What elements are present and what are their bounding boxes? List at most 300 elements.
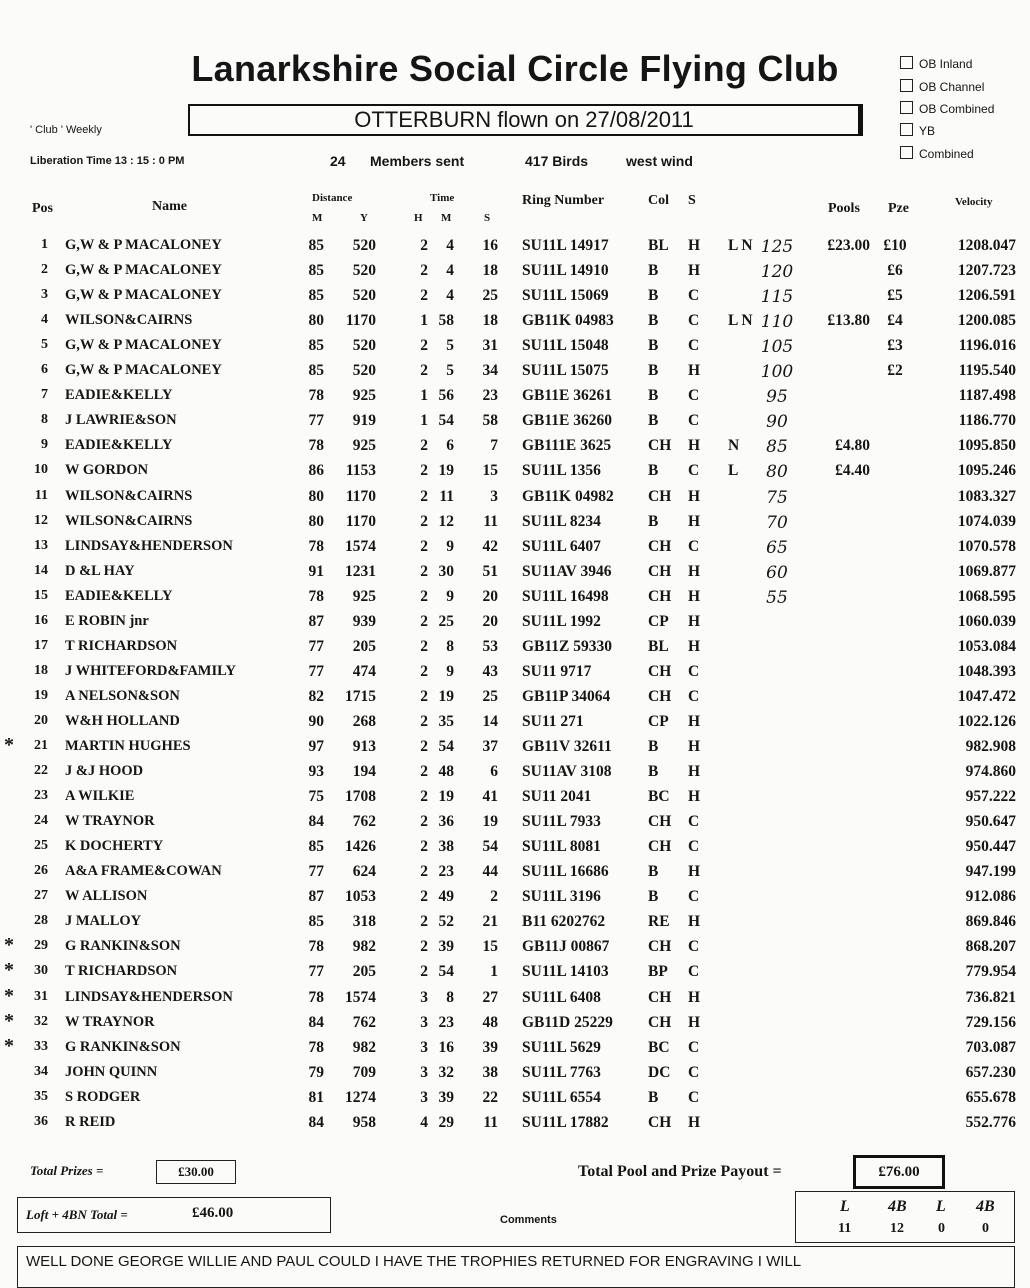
row-time-minutes: 19 (438, 687, 454, 705)
row-time-seconds: 15 (482, 462, 498, 480)
row-ring-number: SU11L 6554 (522, 1088, 601, 1106)
row-distance-yards: 925 (352, 387, 376, 405)
row-time-minutes: 5 (446, 362, 454, 380)
row-distance-miles: 85 (308, 838, 324, 856)
table-row (0, 663, 1030, 687)
row-colour: CH (648, 813, 672, 831)
row-time-seconds: 21 (482, 913, 498, 931)
row-time-minutes: 23 (438, 1013, 454, 1031)
row-velocity: 1060.039 (957, 612, 1016, 630)
row-distance-yards: 919 (352, 412, 376, 430)
row-velocity: 1186.770 (958, 412, 1016, 430)
row-distance-yards: 925 (352, 587, 376, 605)
row-ring-number: GB111E 3625 (522, 437, 612, 455)
row-time-hours: 3 (420, 1038, 428, 1056)
row-time-hours: 3 (420, 988, 428, 1006)
row-position: 8 (41, 412, 48, 428)
row-name: JOHN QUINN (65, 1063, 158, 1080)
total-prizes-label: Total Prizes = (30, 1163, 104, 1178)
row-sex: H (688, 712, 701, 730)
row-time-minutes: 8 (446, 637, 454, 655)
row-name: W&H HOLLAND (65, 712, 180, 729)
row-distance-miles: 87 (308, 612, 324, 630)
row-sex: H (688, 262, 701, 280)
row-position: 13 (34, 537, 48, 553)
summary-header-l2: L (936, 1198, 946, 1215)
row-name: D &L HAY (65, 562, 135, 579)
race-title: OTTERBURN flown on 27/08/2011 (354, 107, 694, 132)
row-sex: C (688, 662, 700, 680)
row-distance-miles: 84 (308, 1013, 324, 1031)
row-position: 22 (34, 763, 48, 779)
row-velocity: 957.222 (965, 788, 1016, 806)
row-name: LINDSAY&HENDERSON (65, 988, 233, 1005)
row-time-hours: 2 (420, 337, 428, 355)
row-time-minutes: 54 (438, 412, 454, 430)
row-time-minutes: 49 (438, 888, 454, 906)
row-distance-miles: 85 (308, 337, 324, 355)
row-time-hours: 2 (420, 712, 428, 730)
row-time-seconds: 37 (482, 738, 498, 755)
summary-box (795, 1191, 1015, 1243)
table-row (0, 588, 1030, 612)
row-colour: BP (648, 963, 668, 981)
row-colour: B (648, 412, 659, 430)
row-prize: £10 (883, 237, 907, 254)
row-time-hours: 1 (420, 412, 428, 430)
comment-box (17, 1246, 1015, 1288)
row-time-hours: 4 (420, 1113, 428, 1131)
row-sex: C (688, 938, 700, 956)
row-ring-number: SU11AV 3108 (522, 763, 612, 781)
row-time-hours: 2 (420, 662, 428, 680)
row-distance-yards: 520 (352, 337, 376, 355)
row-distance-yards: 982 (352, 938, 376, 956)
row-distance-miles: 82 (308, 687, 324, 705)
row-velocity: 1187.498 (958, 387, 1016, 405)
row-distance-miles: 78 (308, 1038, 324, 1056)
row-colour: BC (648, 1038, 670, 1056)
row-time-minutes: 19 (438, 788, 454, 806)
table-row (0, 763, 1030, 787)
star-icon: * (4, 1034, 14, 1057)
row-position: 3 (41, 287, 48, 303)
row-distance-yards: 1153 (345, 462, 376, 480)
row-time-seconds: 11 (483, 1113, 498, 1131)
summary-value-l2: 0 (938, 1221, 945, 1236)
row-distance-yards: 520 (352, 237, 376, 254)
row-distance-yards: 318 (352, 913, 376, 931)
table-row (0, 1034, 1030, 1063)
row-time-hours: 3 (420, 1088, 428, 1106)
row-handwritten-points: 55 (766, 587, 788, 608)
row-ring-number: GB11P 34064 (522, 687, 611, 705)
row-ring-number: SU11L 8081 (522, 838, 601, 856)
row-velocity: 1070.578 (957, 537, 1016, 555)
star-icon: * (4, 984, 14, 1007)
row-ring-number: GB11J 00867 (522, 938, 610, 956)
table-row (0, 237, 1030, 261)
row-position: 18 (34, 662, 48, 678)
row-velocity: 1083.327 (957, 487, 1016, 505)
row-name: WILSON&CAIRNS (65, 312, 193, 329)
col-time-m: M (441, 212, 452, 224)
row-sex: C (688, 838, 700, 856)
row-sex: C (688, 1063, 700, 1081)
row-ring-number: SU11L 14910 (522, 262, 609, 280)
row-name: WILSON&CAIRNS (65, 512, 193, 529)
row-handwritten-points: 120 (760, 262, 794, 283)
row-sex: H (688, 437, 701, 455)
row-handwritten-points: 95 (766, 387, 788, 408)
row-name: J MALLOY (65, 913, 142, 930)
row-name: A NELSON&SON (65, 687, 180, 704)
row-sex: C (688, 687, 700, 705)
checkbox-ob-inland[interactable]: OB Inland (900, 56, 972, 71)
table-row (0, 488, 1030, 512)
row-position: 5 (41, 337, 48, 353)
row-sex: H (688, 512, 701, 530)
row-time-hours: 2 (420, 612, 428, 630)
row-sex: H (688, 988, 701, 1006)
table-row (0, 1114, 1030, 1138)
row-distance-miles: 85 (308, 237, 324, 254)
row-time-minutes: 29 (438, 1113, 454, 1131)
row-sex: H (688, 738, 701, 755)
row-name: W ALLISON (65, 888, 148, 905)
members-count: 24 (330, 153, 346, 169)
row-time-hours: 2 (420, 863, 428, 881)
table-row (0, 838, 1030, 862)
row-sex: H (688, 788, 701, 806)
row-colour: B (648, 863, 659, 881)
row-time-hours: 2 (420, 462, 428, 480)
row-time-minutes: 38 (438, 838, 454, 856)
row-time-seconds: 20 (482, 587, 498, 605)
row-colour: CH (648, 562, 672, 580)
row-time-seconds: 25 (482, 687, 498, 705)
row-position: 10 (34, 462, 48, 478)
row-position: 9 (41, 437, 48, 453)
row-velocity: 657.230 (965, 1063, 1016, 1081)
row-distance-miles: 91 (308, 562, 324, 580)
row-velocity: 1200.085 (957, 312, 1016, 330)
col-pools: Pools (828, 201, 860, 216)
row-position: 34 (34, 1063, 48, 1079)
row-sex: H (688, 562, 701, 580)
row-time-seconds: 38 (482, 1063, 498, 1081)
row-time-hours: 2 (420, 938, 428, 956)
row-time-minutes: 25 (438, 612, 454, 630)
row-distance-yards: 1231 (345, 562, 376, 580)
row-name: W GORDON (65, 462, 149, 479)
club-type: ' Club ' Weekly (30, 124, 102, 136)
row-ring-number: SU11 2041 (522, 788, 592, 806)
row-time-minutes: 39 (438, 1088, 454, 1106)
col-time-h: H (414, 212, 423, 224)
table-row (0, 984, 1030, 1013)
table-row (0, 913, 1030, 937)
row-velocity: 1196.016 (958, 337, 1016, 355)
row-velocity: 1095.246 (957, 462, 1016, 480)
row-time-minutes: 9 (446, 662, 454, 680)
table-row (0, 462, 1030, 486)
row-time-hours: 2 (420, 262, 428, 280)
row-sex: H (688, 487, 701, 505)
row-time-minutes: 9 (446, 537, 454, 555)
summary-value-4b: 12 (890, 1221, 904, 1236)
row-handwritten-points: 60 (766, 562, 788, 583)
row-ring-number: SU11L 6408 (522, 988, 601, 1006)
row-position: 17 (34, 637, 48, 653)
row-pool: £23.00 (827, 237, 870, 254)
row-distance-miles: 85 (308, 362, 324, 380)
table-row (0, 959, 1030, 987)
row-time-hours: 2 (420, 487, 428, 505)
table-row (0, 513, 1030, 537)
row-time-minutes: 32 (438, 1063, 454, 1081)
row-distance-yards: 1170 (345, 312, 376, 330)
row-position: 31 (34, 988, 48, 1004)
birds-count: 417 Birds (525, 153, 589, 169)
row-time-hours: 2 (420, 963, 428, 981)
table-row (0, 287, 1030, 311)
row-time-hours: 2 (420, 763, 428, 781)
comment-text: WELL DONE GEORGE WILLIE AND PAUL COULD I HAVE THE TROPHIES RETURNED FOR ENGRAVING I WILL (26, 1253, 802, 1270)
row-position: 2 (41, 262, 48, 278)
row-velocity: 982.908 (965, 738, 1016, 755)
row-colour: CH (648, 988, 672, 1006)
row-ring-number: SU11L 5629 (522, 1038, 601, 1056)
row-velocity: 1022.126 (957, 712, 1016, 730)
row-position: 6 (41, 362, 48, 378)
row-colour: CH (648, 1013, 672, 1031)
col-time-s: S (484, 212, 491, 224)
row-handwritten-points: 80 (766, 462, 788, 483)
table-row (0, 1089, 1030, 1113)
row-distance-miles: 75 (308, 788, 324, 806)
row-distance-miles: 79 (308, 1063, 324, 1081)
row-prize: £3 (887, 337, 903, 355)
table-row (0, 863, 1030, 887)
row-sex: C (688, 387, 700, 405)
row-distance-miles: 90 (308, 712, 324, 730)
row-ring-number: SU11L 16686 (522, 863, 609, 881)
row-time-hours: 2 (420, 437, 428, 455)
row-time-seconds: 2 (490, 888, 498, 906)
row-colour: DC (648, 1063, 671, 1081)
row-ring-number: SU11 271 (522, 712, 584, 730)
row-colour: CH (648, 487, 672, 505)
row-ring-number: SU11AV 3946 (522, 562, 612, 580)
row-time-minutes: 39 (438, 938, 454, 956)
row-time-minutes: 56 (438, 387, 454, 405)
row-ring-number: SU11L 3196 (522, 888, 601, 906)
table-row (0, 734, 1030, 762)
row-position: 32 (34, 1013, 48, 1029)
row-velocity: 1048.393 (957, 662, 1016, 680)
row-colour: B (648, 287, 659, 305)
row-time-minutes: 12 (438, 512, 454, 530)
row-time-minutes: 30 (438, 562, 454, 580)
summary-value-4b2: 0 (982, 1221, 989, 1236)
row-pool-entry: L (728, 462, 739, 480)
row-sex: C (688, 1088, 700, 1106)
table-row (0, 638, 1030, 662)
row-colour: B (648, 312, 659, 330)
row-distance-yards: 194 (352, 763, 376, 781)
table-row (0, 888, 1030, 912)
row-distance-miles: 87 (308, 888, 324, 906)
row-time-hours: 1 (420, 312, 428, 330)
table-row (0, 688, 1030, 712)
row-sex: C (688, 537, 700, 555)
row-ring-number: GB11Z 59330 (522, 637, 613, 655)
row-sex: C (688, 462, 700, 480)
row-time-seconds: 39 (482, 1038, 498, 1056)
row-distance-yards: 913 (352, 738, 376, 755)
summary-header-l: L (840, 1198, 850, 1215)
row-distance-yards: 1053 (345, 888, 376, 906)
row-time-hours: 1 (420, 387, 428, 405)
checkbox-icon (900, 146, 913, 159)
row-sex: H (688, 637, 701, 655)
row-time-hours: 2 (420, 587, 428, 605)
row-position: 33 (34, 1038, 48, 1054)
row-distance-miles: 77 (308, 412, 324, 430)
row-position: 25 (34, 838, 48, 854)
row-position: 14 (34, 562, 48, 578)
row-distance-yards: 709 (352, 1063, 376, 1081)
row-velocity: 1069.877 (957, 562, 1016, 580)
col-s: S (688, 193, 696, 208)
row-distance-miles: 86 (308, 462, 324, 480)
row-time-minutes: 8 (446, 988, 454, 1006)
checkbox-icon (900, 123, 913, 136)
row-name: T RICHARDSON (65, 963, 178, 980)
checkbox-combined[interactable]: Combined (900, 146, 974, 161)
row-time-minutes: 52 (438, 913, 454, 931)
liberation-time: Liberation Time 13 : 15 : 0 PM (30, 155, 185, 167)
summary-header-4b: 4B (888, 1198, 907, 1215)
row-time-minutes: 4 (446, 237, 454, 254)
table-row (0, 262, 1030, 286)
row-handwritten-points: 90 (766, 412, 788, 433)
row-velocity: 912.086 (965, 888, 1016, 906)
row-velocity: 1053.084 (957, 637, 1016, 655)
row-colour: CH (648, 437, 672, 455)
row-handwritten-points: 85 (766, 437, 788, 458)
row-colour: CH (648, 838, 672, 856)
col-time: Time (430, 192, 455, 204)
row-name: J LAWRIE&SON (65, 412, 177, 429)
row-time-seconds: 25 (482, 287, 498, 305)
row-position: 12 (34, 512, 48, 528)
row-name: J &J HOOD (65, 763, 144, 780)
row-velocity: 1208.047 (957, 237, 1016, 254)
row-distance-miles: 78 (308, 587, 324, 605)
row-time-seconds: 58 (482, 412, 498, 430)
row-distance-miles: 93 (308, 763, 324, 781)
total-prizes-value: £30.00 (156, 1160, 236, 1184)
row-sex: C (688, 813, 700, 831)
row-position: 1 (41, 237, 48, 252)
checkbox-icon (900, 56, 913, 69)
row-time-minutes: 35 (438, 712, 454, 730)
row-colour: B (648, 888, 659, 906)
row-distance-yards: 982 (352, 1038, 376, 1056)
row-velocity: 729.156 (965, 1013, 1016, 1031)
row-position: 35 (34, 1088, 48, 1104)
checkbox-yb[interactable]: YB (900, 123, 935, 138)
row-position: 21 (34, 738, 48, 753)
row-position: 20 (34, 712, 48, 728)
row-colour: CH (648, 1113, 672, 1131)
row-distance-miles: 85 (308, 262, 324, 280)
col-dist-y: Y (360, 212, 368, 224)
row-distance-miles: 80 (308, 512, 324, 530)
row-distance-miles: 78 (308, 537, 324, 555)
row-ring-number: SU11L 1356 (522, 462, 601, 480)
checkbox-icon (900, 101, 913, 114)
row-time-minutes: 11 (439, 487, 454, 505)
row-colour: CH (648, 687, 672, 705)
col-dist-m: M (312, 212, 323, 224)
row-name: W TRAYNOR (65, 813, 155, 830)
checkbox-ob-combined[interactable]: OB Combined (900, 101, 994, 116)
row-sex: H (688, 913, 701, 931)
row-name: G,W & P MACALONEY (65, 262, 222, 279)
row-colour: CH (648, 587, 672, 605)
row-handwritten-points: 65 (766, 537, 788, 558)
row-velocity: 1206.591 (957, 287, 1016, 305)
row-distance-yards: 520 (352, 362, 376, 380)
row-time-seconds: 11 (483, 512, 498, 530)
row-time-seconds: 20 (482, 612, 498, 630)
row-distance-miles: 97 (308, 738, 324, 755)
row-name: W TRAYNOR (65, 1013, 155, 1030)
row-time-hours: 2 (420, 287, 428, 305)
row-sex: C (688, 337, 700, 355)
row-position: 7 (41, 387, 48, 403)
row-handwritten-points: 100 (760, 362, 794, 383)
row-name: J WHITEFORD&FAMILY (65, 662, 236, 679)
row-time-seconds: 19 (482, 813, 498, 831)
row-time-seconds: 42 (482, 537, 498, 555)
row-distance-yards: 520 (352, 262, 376, 280)
row-ring-number: GB11D 25229 (522, 1013, 613, 1031)
col-distance: Distance (312, 192, 353, 204)
row-position: 30 (34, 963, 48, 979)
row-distance-yards: 939 (352, 612, 376, 630)
row-name: EADIE&KELLY (65, 587, 173, 604)
row-ring-number: GB11K 04982 (522, 487, 614, 505)
row-distance-yards: 624 (352, 863, 376, 881)
star-icon: * (4, 959, 14, 982)
col-velocity: Velocity (955, 196, 993, 208)
row-time-hours: 2 (420, 838, 428, 856)
row-name: E ROBIN jnr (65, 612, 149, 629)
row-colour: B (648, 337, 659, 355)
row-name: S RODGER (65, 1088, 141, 1105)
checkbox-ob-channel[interactable]: OB Channel (900, 79, 984, 94)
table-row (0, 538, 1030, 562)
row-velocity: 736.821 (965, 988, 1016, 1006)
comments-label: Comments (500, 1214, 557, 1226)
row-distance-yards: 1574 (345, 988, 376, 1006)
star-icon: * (4, 734, 14, 756)
row-sex: H (688, 863, 701, 881)
